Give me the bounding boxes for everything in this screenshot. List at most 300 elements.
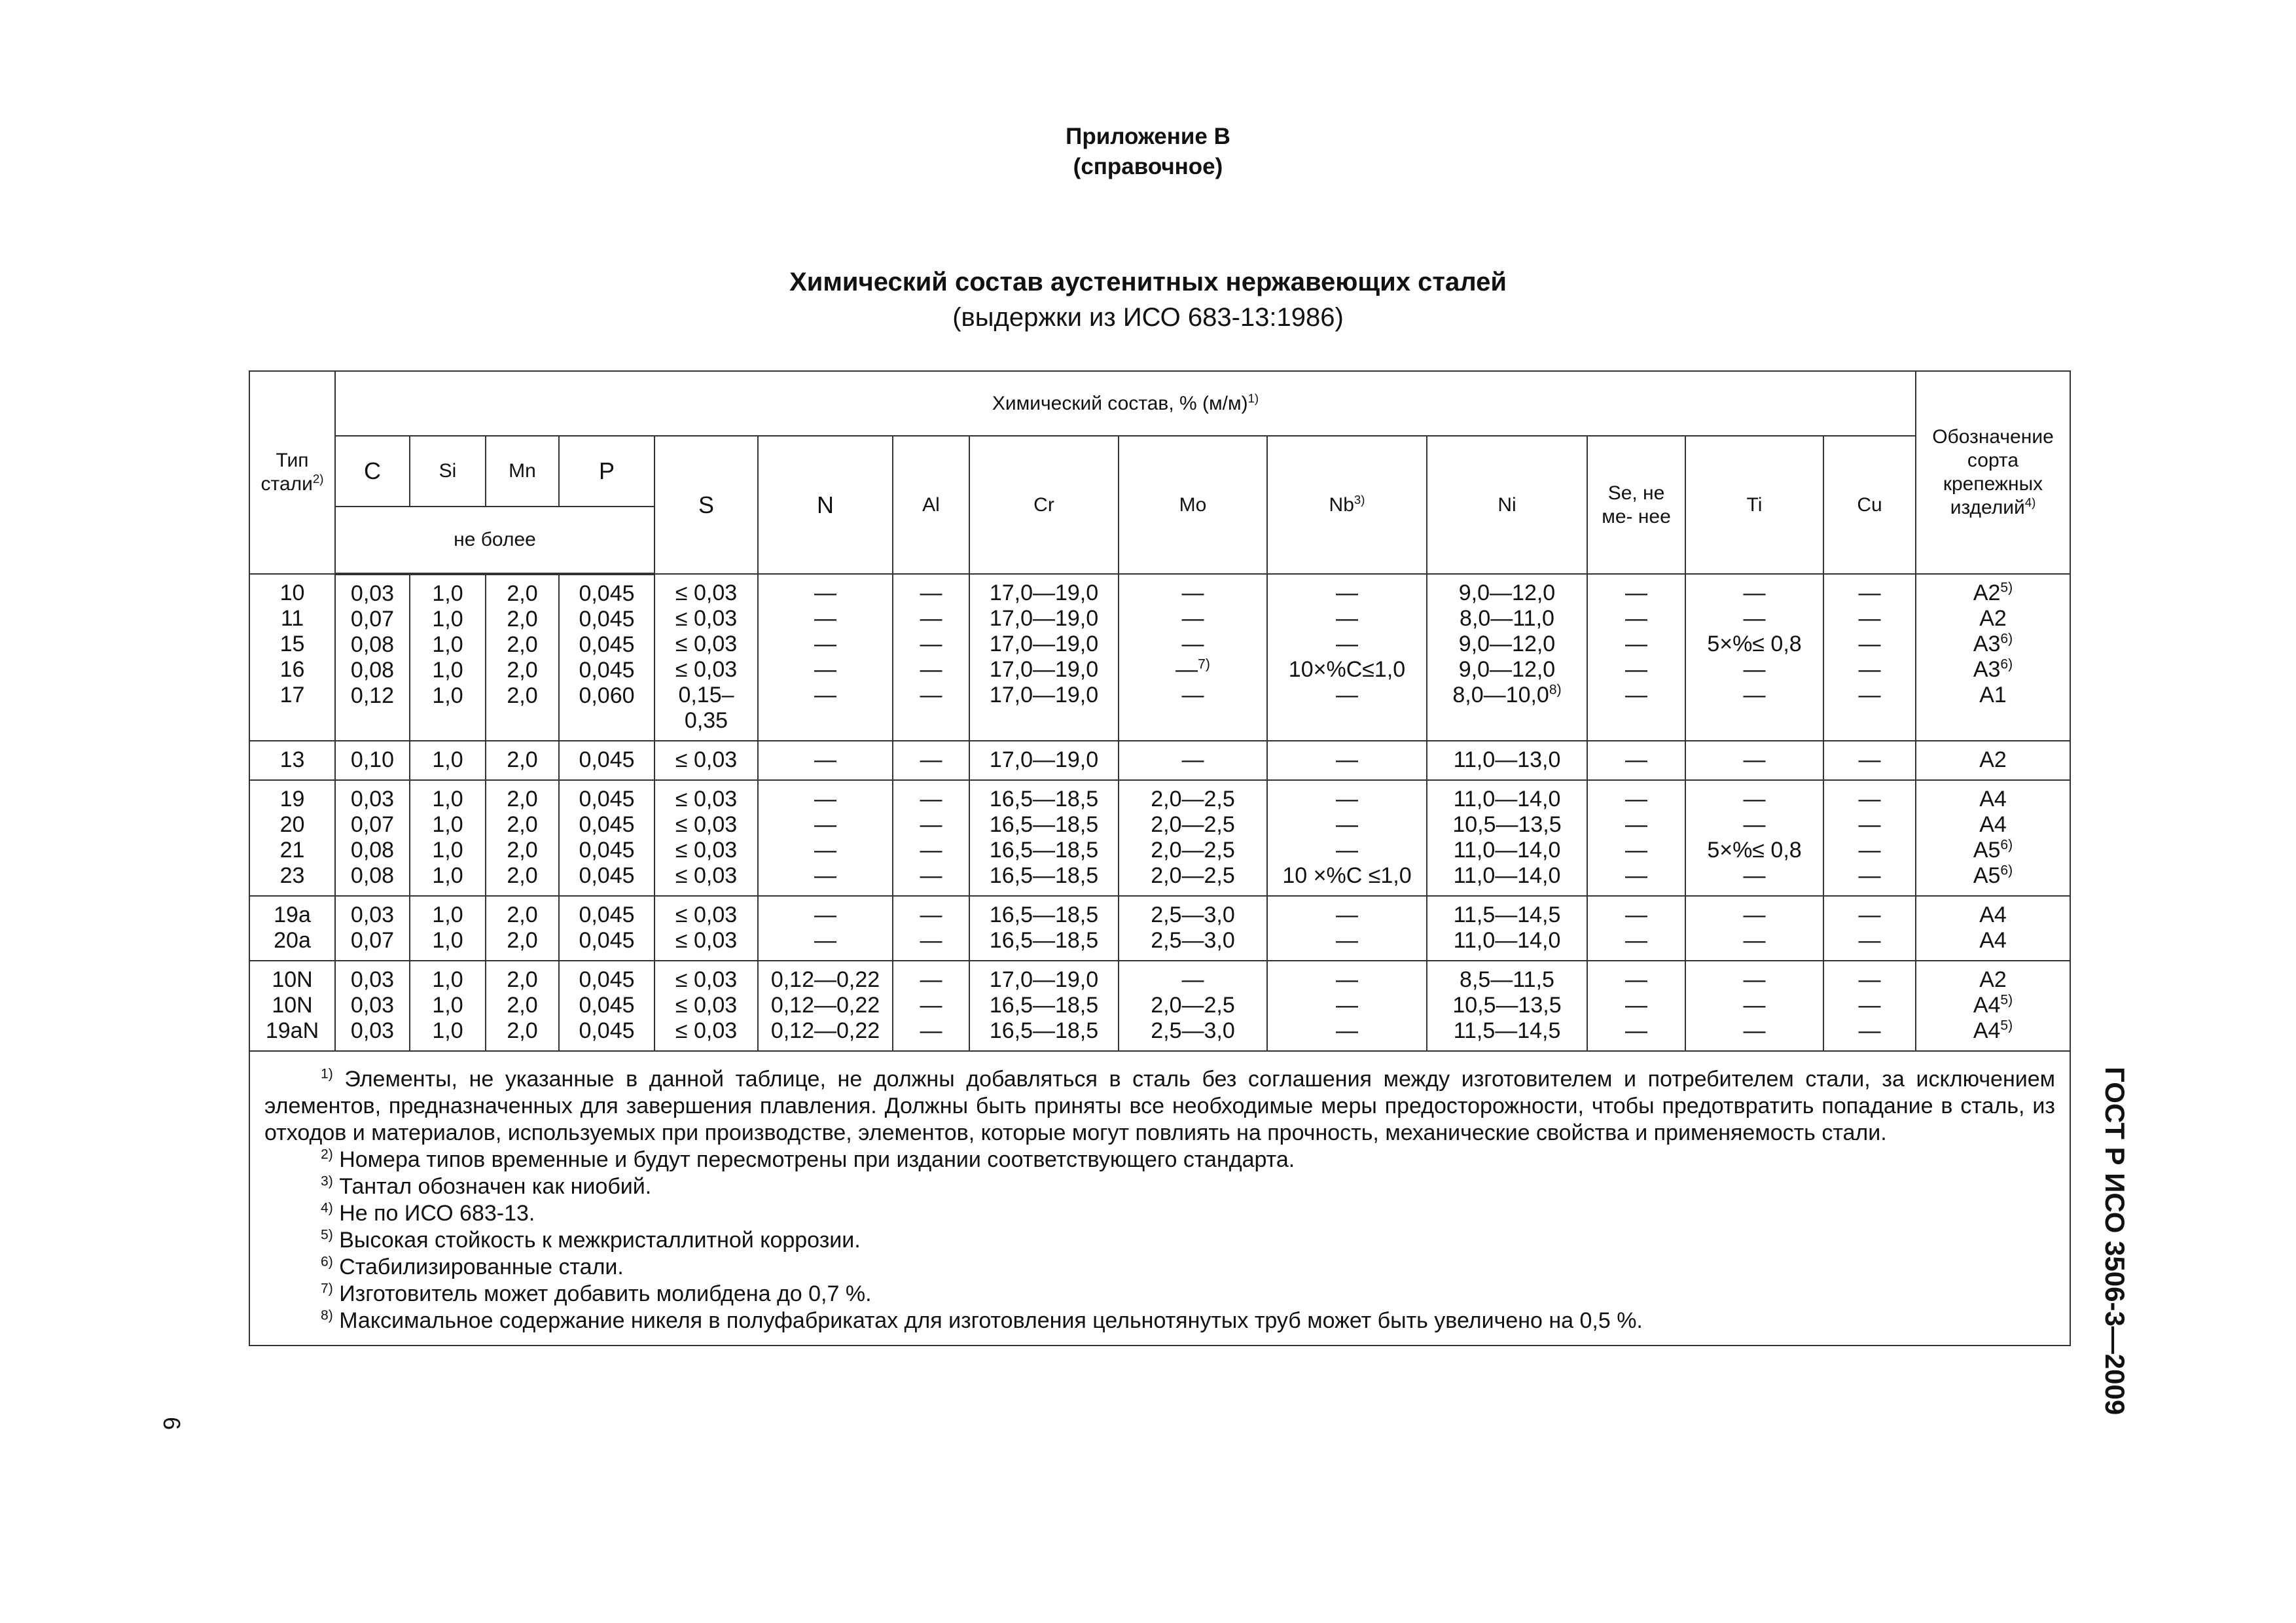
cell-text: — xyxy=(920,632,942,656)
cell-value xyxy=(250,993,334,1018)
cell-value xyxy=(250,1018,334,1044)
cell-value xyxy=(1427,928,1587,954)
cell-c xyxy=(335,896,410,961)
cell-type xyxy=(249,741,335,780)
cell-value xyxy=(1427,747,1587,773)
cell-al xyxy=(893,780,969,896)
cell-text: 16,5—18,5 xyxy=(989,993,1099,1018)
cell-value xyxy=(336,993,409,1018)
cell-text: A5 xyxy=(1973,863,2001,888)
appendix-heading xyxy=(0,122,2296,182)
cell-text: 0,35 xyxy=(684,708,728,733)
cell-text: — xyxy=(1175,657,1198,682)
cell-value xyxy=(970,928,1118,954)
cell-value xyxy=(1824,632,1915,657)
cell-text: — xyxy=(1625,902,1647,927)
cell-ni xyxy=(1427,961,1587,1051)
cell-text: 17 xyxy=(279,683,305,707)
cell-text: — xyxy=(1858,580,1881,605)
header-s: S xyxy=(655,436,758,574)
cell-text: ≤ 0,03 xyxy=(675,902,738,927)
cell-text: 1,0 xyxy=(432,607,463,632)
cell-value xyxy=(759,863,892,889)
cell-cu xyxy=(1823,780,1916,896)
cell-text: — xyxy=(920,812,942,837)
cell-text: 9,0—12,0 xyxy=(1458,657,1556,682)
cell-value xyxy=(560,632,654,658)
cell-value xyxy=(893,928,969,954)
cell-value xyxy=(410,683,485,709)
header-nb: Nb$^{3)}$ xyxy=(1267,436,1427,574)
cell-ti xyxy=(1685,780,1823,896)
cell-text: 19a xyxy=(274,902,311,927)
cell-text: — xyxy=(1743,902,1766,927)
cell-text: 0,12—0,22 xyxy=(770,967,880,992)
cell-value xyxy=(1588,863,1685,889)
cell-ti xyxy=(1685,574,1823,741)
cell-value xyxy=(1427,580,1587,606)
cell-text: — xyxy=(1743,863,1766,888)
cell-value xyxy=(560,747,654,773)
cell-text: 2,0 xyxy=(507,863,538,888)
cell-text: 0,045 xyxy=(579,838,635,863)
cell-text: — xyxy=(814,747,836,772)
cell-text: 2,0—2,5 xyxy=(1151,863,1235,888)
cell-value xyxy=(1824,787,1915,812)
cell-value xyxy=(1916,902,2070,928)
header-ni: Ni xyxy=(1427,436,1587,574)
cell-text: 16,5—18,5 xyxy=(989,787,1099,812)
cell-value xyxy=(1588,812,1685,838)
cell-value xyxy=(970,787,1118,812)
cell-si xyxy=(410,574,486,741)
cell-text: 2,0 xyxy=(507,632,538,657)
cell-text: — xyxy=(920,1018,942,1043)
cell-value xyxy=(893,967,969,993)
cell-text: 1,0 xyxy=(432,902,463,927)
cell-value xyxy=(759,787,892,812)
cell-value xyxy=(1916,606,2070,632)
cell-text: 16,5—18,5 xyxy=(989,1018,1099,1043)
cell-value xyxy=(1824,993,1915,1018)
cell-text: 16 xyxy=(279,657,305,682)
table-row-group xyxy=(249,574,2070,741)
cell-text: — xyxy=(1336,967,1358,992)
cell-value xyxy=(486,967,558,993)
cell-text: — xyxy=(814,928,836,953)
cell-value xyxy=(1119,1018,1266,1044)
cell-value xyxy=(1824,812,1915,838)
cell-value xyxy=(486,658,558,683)
cell-text: 17,0—19,0 xyxy=(989,580,1099,605)
cell-value xyxy=(560,658,654,683)
cell-mn xyxy=(486,741,559,780)
cell-s xyxy=(655,896,758,961)
cell-value xyxy=(970,657,1118,683)
cell-text: A4 xyxy=(1979,928,2007,953)
cell-se xyxy=(1587,780,1685,896)
cell-grade xyxy=(1916,896,2070,961)
cell-text: 0,07 xyxy=(350,928,395,953)
cell-text: 8,0—11,0 xyxy=(1460,606,1554,631)
cell-value xyxy=(1824,967,1915,993)
table-row-group xyxy=(249,961,2070,1051)
cell-text: — xyxy=(1625,606,1647,631)
cell-ti xyxy=(1685,741,1823,780)
cell-value xyxy=(486,607,558,632)
cell-value xyxy=(250,606,334,632)
cell-n xyxy=(758,741,893,780)
cell-value xyxy=(560,967,654,993)
cell-text: ≤ 0,03 xyxy=(675,747,738,772)
footnote-number: 4) xyxy=(321,1200,333,1216)
cell-text: 10 ×%C ≤1,0 xyxy=(1282,863,1412,888)
cell-value xyxy=(759,838,892,863)
cell-text: 9,0—12,0 xyxy=(1458,580,1556,605)
cell-text: — xyxy=(1336,812,1358,837)
cell-value xyxy=(1268,632,1426,657)
header-cr: Cr xyxy=(969,436,1119,574)
cell-value xyxy=(486,581,558,607)
cell-text: 1,0 xyxy=(432,928,463,953)
cell-text: — xyxy=(1625,967,1647,992)
cell-text: — xyxy=(1336,1018,1358,1043)
cell-text: — xyxy=(1858,928,1881,953)
cell-value xyxy=(893,812,969,838)
cell-p xyxy=(559,574,655,741)
footnote-number: 5) xyxy=(321,1227,333,1243)
cell-value xyxy=(1119,606,1266,632)
cell-value xyxy=(1427,683,1587,708)
table-row-group xyxy=(249,741,2070,780)
cell-text: — xyxy=(814,606,836,631)
cell-value xyxy=(486,902,558,928)
cell-value xyxy=(1119,863,1266,889)
table-row-group xyxy=(249,780,2070,896)
cell-value xyxy=(1427,657,1587,683)
cell-text: A3 xyxy=(1973,632,2001,656)
cell-value xyxy=(759,993,892,1018)
cell-value xyxy=(1268,812,1426,838)
cell-value xyxy=(1119,928,1266,954)
cell-text: ≤ 0,03 xyxy=(675,967,738,992)
cell-text: ≤ 0,03 xyxy=(675,838,738,863)
cell-value xyxy=(410,928,485,954)
cell-value xyxy=(1916,838,2070,863)
cell-text: — xyxy=(1336,747,1358,772)
cell-value xyxy=(1268,928,1426,954)
cell-value xyxy=(1686,993,1823,1018)
cell-value xyxy=(410,747,485,773)
cell-text: 2,0 xyxy=(507,581,538,606)
cell-text: — xyxy=(1336,632,1358,656)
cell-value xyxy=(1824,1018,1915,1044)
cell-text: — xyxy=(1858,993,1881,1018)
cell-mn xyxy=(486,961,559,1051)
cell-text: 1,0 xyxy=(432,993,463,1018)
footnotes xyxy=(249,1051,2070,1346)
cell-value xyxy=(560,1018,654,1044)
cell-se xyxy=(1587,896,1685,961)
cell-value xyxy=(250,967,334,993)
cell-value xyxy=(759,967,892,993)
cell-text: — xyxy=(1743,747,1766,772)
cell-value xyxy=(1588,657,1685,683)
footnote xyxy=(264,1281,2055,1308)
appendix-status: (справочное) xyxy=(1073,154,1223,179)
cell-value xyxy=(655,812,757,838)
cell-s xyxy=(655,574,758,741)
cell-value xyxy=(1268,993,1426,1018)
cell-value xyxy=(1824,606,1915,632)
cell-value xyxy=(1686,902,1823,928)
cell-value xyxy=(655,683,757,734)
cell-text: — xyxy=(1743,787,1766,812)
cell-value xyxy=(336,787,409,812)
cell-value xyxy=(1824,863,1915,889)
cell-text: 11,0—14,0 xyxy=(1453,863,1561,888)
cell-al xyxy=(893,896,969,961)
cell-value xyxy=(759,928,892,954)
cell-text: 0,045 xyxy=(579,993,635,1018)
cell-text: — xyxy=(1625,812,1647,837)
cell-text: 2,0—2,5 xyxy=(1151,812,1235,837)
cell-text: — xyxy=(1625,580,1647,605)
cell-text: 1,0 xyxy=(432,581,463,606)
cell-text: — xyxy=(1336,606,1358,631)
cell-p xyxy=(559,741,655,780)
cell-value xyxy=(655,863,757,889)
cell-value xyxy=(1119,787,1266,812)
cell-text: ≤ 0,03 xyxy=(675,606,738,631)
cell-value xyxy=(1268,606,1426,632)
cell-text: 0,15– xyxy=(678,683,734,707)
footnote-ref: 6) xyxy=(2000,863,2013,878)
footnote-text: Стабилизированные стали. xyxy=(339,1255,624,1279)
cell-text: — xyxy=(920,902,942,927)
cell-s xyxy=(655,741,758,780)
header-se: Se, не ме- нее xyxy=(1587,436,1685,574)
cell-text: — xyxy=(1625,993,1647,1018)
header-not-more: не более xyxy=(335,507,655,574)
cell-value xyxy=(970,1018,1118,1044)
cell-value xyxy=(1686,632,1823,657)
footnote-number: 1) xyxy=(321,1066,333,1082)
cell-value xyxy=(1686,812,1823,838)
footnote-text: Максимальное содержание никеля в полуфабрикатах для изготовления цельнотянутых труб может быть увеличено на 0,5 %. xyxy=(339,1308,1643,1333)
cell-value xyxy=(1268,657,1426,683)
cell-text: ≤ 0,03 xyxy=(675,928,738,953)
cell-value xyxy=(1427,863,1587,889)
cell-text: 16,5—18,5 xyxy=(989,812,1099,837)
cell-text: 0,045 xyxy=(579,581,635,606)
cell-text: — xyxy=(1858,683,1881,707)
cell-text: — xyxy=(1625,863,1647,888)
cell-value xyxy=(1588,747,1685,773)
cell-value xyxy=(655,1018,757,1044)
cell-value xyxy=(655,967,757,993)
cell-value xyxy=(1268,863,1426,889)
cell-value xyxy=(655,606,757,632)
cell-text: — xyxy=(1858,838,1881,863)
cell-text: — xyxy=(1336,902,1358,927)
cell-text: 1,0 xyxy=(432,838,463,863)
cell-value xyxy=(1427,838,1587,863)
cell-text: A1 xyxy=(1979,683,2007,707)
cell-type xyxy=(249,961,335,1051)
cell-value xyxy=(970,580,1118,606)
cell-text: ≤ 0,03 xyxy=(675,787,738,812)
cell-value xyxy=(759,812,892,838)
cell-value xyxy=(759,580,892,606)
cell-value xyxy=(336,1018,409,1044)
cell-value xyxy=(1427,632,1587,657)
cell-text: 0,08 xyxy=(350,863,395,888)
cell-se xyxy=(1587,961,1685,1051)
cell-value xyxy=(1588,1018,1685,1044)
header-composition: Химический состав, % $(м/м)^{1)}$ xyxy=(335,371,1916,436)
cell-text: 20a xyxy=(274,928,311,953)
cell-value xyxy=(1916,928,2070,954)
cell-value xyxy=(410,863,485,889)
cell-text: ≤ 0,03 xyxy=(675,1018,738,1043)
cell-text: 11,0—14,0 xyxy=(1453,928,1561,953)
cell-value xyxy=(1824,683,1915,708)
cell-value xyxy=(893,993,969,1018)
footnote xyxy=(264,1066,2055,1147)
cell-si xyxy=(410,896,486,961)
cell-text: 0,12—0,22 xyxy=(770,1018,880,1043)
cell-value xyxy=(1268,967,1426,993)
cell-value xyxy=(1916,580,2070,606)
cell-text: 0,045 xyxy=(579,747,635,772)
cell-text: 0,12 xyxy=(350,683,395,708)
cell-text: 11 xyxy=(280,606,304,631)
cell-text: ≤ 0,03 xyxy=(675,580,738,605)
cell-value xyxy=(410,658,485,683)
header-mo: Mo xyxy=(1119,436,1267,574)
cell-value xyxy=(759,657,892,683)
cell-value xyxy=(336,902,409,928)
cell-text: 2,0 xyxy=(507,607,538,632)
cell-text: 2,0 xyxy=(507,787,538,812)
cell-text: — xyxy=(1625,657,1647,682)
cell-value xyxy=(1588,928,1685,954)
cell-text: — xyxy=(1625,1018,1647,1043)
cell-value xyxy=(759,747,892,773)
cell-value xyxy=(655,928,757,954)
cell-value xyxy=(486,747,558,773)
cell-text: 1,0 xyxy=(432,683,463,708)
footnote xyxy=(264,1147,2055,1173)
cell-value xyxy=(1268,838,1426,863)
footnote-ref: 5) xyxy=(2000,992,2013,1008)
cell-grade xyxy=(1916,780,2070,896)
footnote-ref: 5) xyxy=(2000,1018,2013,1033)
appendix-label: Приложение В xyxy=(1066,124,1230,149)
cell-text: 16,5—18,5 xyxy=(989,902,1099,927)
cell-text: — xyxy=(920,967,942,992)
cell-value xyxy=(560,928,654,954)
cell-text: — xyxy=(1743,606,1766,631)
cell-value xyxy=(655,993,757,1018)
cell-value xyxy=(1686,606,1823,632)
cell-text: 0,08 xyxy=(350,838,395,863)
cell-value xyxy=(1119,683,1266,708)
footnote-number: 8) xyxy=(321,1308,333,1323)
cell-value xyxy=(1686,580,1823,606)
cell-value xyxy=(1686,747,1823,773)
cell-ni xyxy=(1427,780,1587,896)
cell-text: — xyxy=(1336,838,1358,863)
cell-text: — xyxy=(1336,683,1358,707)
cell-value xyxy=(560,581,654,607)
cell-value xyxy=(1824,657,1915,683)
cell-s xyxy=(655,961,758,1051)
cell-text: — xyxy=(1743,580,1766,605)
cell-value xyxy=(1824,902,1915,928)
cell-text: — xyxy=(1181,683,1204,707)
cell-text: 5×%≤ 0,8 xyxy=(1707,838,1802,863)
cell-text: 10×%C≤1,0 xyxy=(1288,657,1406,682)
cell-text: — xyxy=(1743,683,1766,707)
cell-value xyxy=(1268,1018,1426,1044)
cell-value xyxy=(560,812,654,838)
cell-value xyxy=(655,838,757,863)
cell-text: — xyxy=(1336,787,1358,812)
cell-text: 1,0 xyxy=(432,747,463,772)
cell-text: 2,0—2,5 xyxy=(1151,993,1235,1018)
cell-n xyxy=(758,574,893,741)
cell-value xyxy=(410,812,485,838)
cell-cu xyxy=(1823,961,1916,1051)
cell-text: 10N xyxy=(272,993,313,1018)
cell-type xyxy=(249,574,335,741)
cell-value xyxy=(1916,993,2070,1018)
cell-p xyxy=(559,961,655,1051)
cell-c xyxy=(335,961,410,1051)
header-n: N xyxy=(758,436,893,574)
cell-s xyxy=(655,780,758,896)
cell-value xyxy=(250,632,334,657)
cell-text: — xyxy=(814,657,836,682)
cell-text: 17,0—19,0 xyxy=(989,606,1099,631)
cell-cu xyxy=(1823,574,1916,741)
cell-text: — xyxy=(1181,580,1204,605)
cell-mo xyxy=(1119,961,1267,1051)
cell-value xyxy=(1119,632,1266,657)
cell-text: 0,03 xyxy=(350,993,395,1018)
cell-text: — xyxy=(814,902,836,927)
table-body xyxy=(249,574,2070,1051)
cell-al xyxy=(893,741,969,780)
cell-nb xyxy=(1267,961,1427,1051)
cell-value xyxy=(410,632,485,658)
cell-value xyxy=(1119,812,1266,838)
cell-value xyxy=(336,812,409,838)
standard-designation-text: ГОСТ Р ИСО 3506-3—2009 xyxy=(2100,1067,2130,1416)
cell-text: 0,045 xyxy=(579,928,635,953)
cell-value xyxy=(1686,838,1823,863)
cell-value xyxy=(1268,747,1426,773)
cell-text: 16,5—18,5 xyxy=(989,863,1099,888)
cell-text: 11,0—14,0 xyxy=(1453,787,1561,812)
cell-text: 10 xyxy=(279,580,305,605)
cell-text: 2,5—3,0 xyxy=(1151,928,1235,953)
cell-text: 0,045 xyxy=(579,632,635,657)
cell-text: 0,045 xyxy=(579,787,635,812)
cell-value xyxy=(970,902,1118,928)
